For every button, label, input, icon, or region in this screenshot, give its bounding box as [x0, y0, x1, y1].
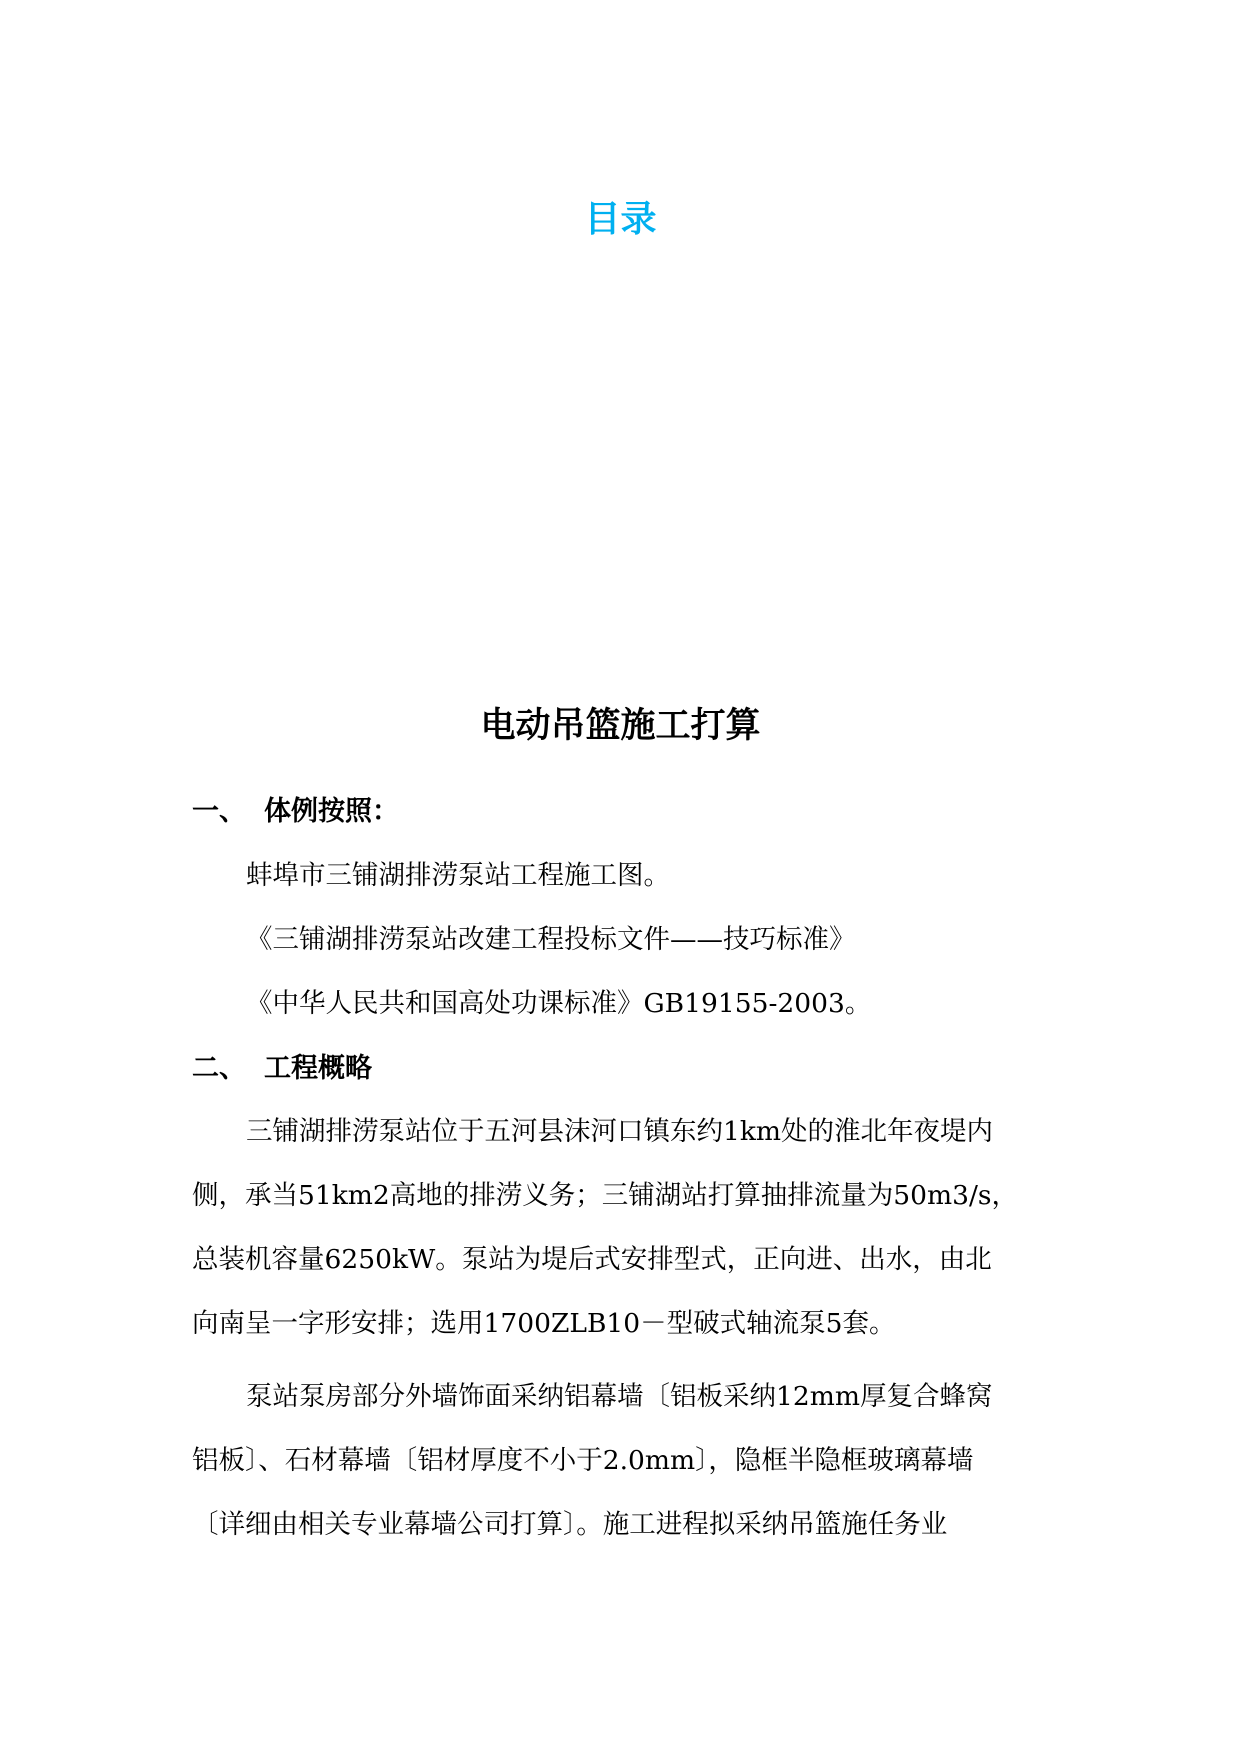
paragraph-line: 侧，承当51km2高地的排涝义务；三铺湖站打算抽排流量为50m3/s，	[192, 1180, 1019, 1211]
section-number: 二、	[192, 1053, 246, 1084]
paragraph-line: 向南呈一字形安排；选用1700ZLB10－型破式轴流泵5套。	[192, 1308, 896, 1339]
basis-line: 《三铺湖排涝泵站改建工程投标文件——技巧标准》	[246, 924, 856, 955]
section-number: 一、	[192, 796, 246, 827]
section-heading-overview	[192, 1049, 372, 1089]
paragraph-line: 铝板〕、石材幕墙〔铝材厚度不小于2.0mm〕，隐框半隐框玻璃幕墙	[192, 1445, 974, 1476]
section-heading-basis	[192, 792, 399, 832]
basis-line: 蚌埠市三铺湖排涝泵站工程施工图。	[246, 860, 670, 891]
section-title: 体例按照：	[264, 796, 399, 827]
basis-line: 《中华人民共和国高处功课标准》GB19155-2003。	[246, 988, 872, 1019]
document-title: 电动吊篮施工打算	[480, 706, 761, 746]
section-title: 工程概略	[264, 1053, 372, 1084]
paragraph-line: 总装机容量6250kW。泵站为堤后式安排型式，正向进、出水，由北	[192, 1244, 992, 1275]
paragraph-line: 泵站泵房部分外墙饰面采纳铝幕墙〔铝板采纳12mm厚复合蜂窝	[246, 1381, 993, 1412]
paragraph-line: 〔详细由相关专业幕墙公司打算〕。施工进程拟采纳吊篮施任务业	[192, 1509, 948, 1540]
paragraph-line: 三铺湖排涝泵站位于五河县沫河口镇东约1km处的淮北年夜堤内	[246, 1116, 994, 1147]
toc-title: 目录	[584, 199, 657, 240]
